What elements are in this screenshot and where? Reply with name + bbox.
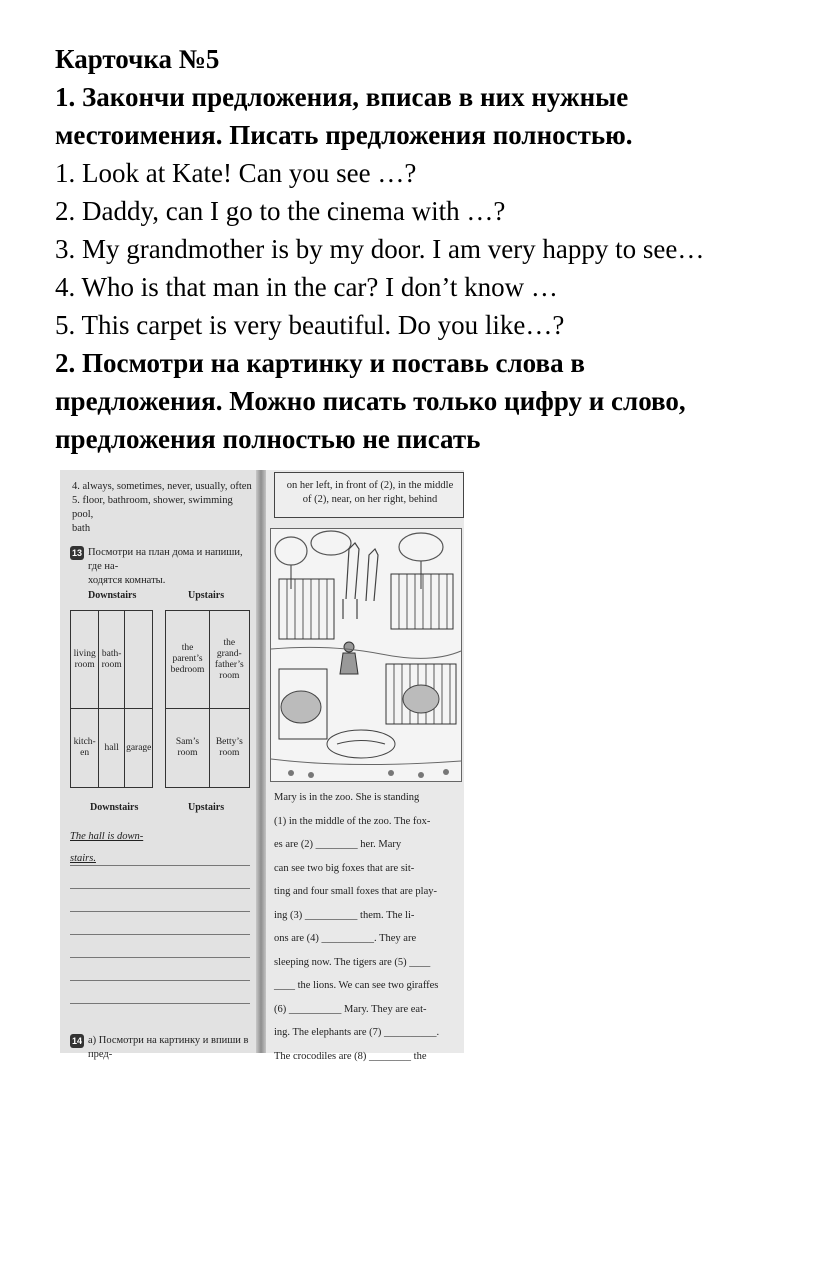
story-line: (1) in the middle of the zoo. The fox- — [274, 815, 431, 827]
zoo-illustration — [270, 528, 462, 782]
sentence-5: 5. This carpet is very beautiful. Do you like…? — [55, 310, 565, 340]
room-bettys-room: Betty’s room — [209, 709, 249, 788]
answer-line — [70, 1003, 250, 1004]
plan-header-downstairs: Downstairs — [88, 590, 137, 601]
worksheet-text — [55, 40, 834, 458]
phrase-line: of (2), near, on her right, behind — [302, 494, 438, 505]
plan-header-upstairs: Upstairs — [188, 590, 225, 601]
sentence-4: 4. Who is that man in the car? I don’t know … — [55, 272, 558, 302]
story-line: can see two big foxes that are sit- — [274, 862, 415, 874]
story-line: ____ the lions. We can see two giraffes — [274, 980, 439, 991]
story-line: sleeping now. The tigers are (5) ____ — [274, 956, 431, 968]
story-line: ing. The elephants are (7) __________. — [274, 1027, 440, 1038]
exercise-14-instruction: а) Посмотри на картинку и впиши в пред- — [88, 1035, 249, 1060]
answer-line — [70, 888, 250, 889]
task2-heading-line2: предложения. Можно писать только цифру и слово, — [55, 386, 686, 416]
story-line: ing (3) __________ them. The li- — [274, 909, 415, 921]
sentence-3: 3. My grandmother is by my door. I am very happy to see… — [55, 234, 705, 264]
textbook-left-page — [60, 470, 256, 1060]
task1-heading-line1: 1. Закончи предложения, вписав в них нужные — [55, 82, 629, 112]
story-line: The crocodiles are (8) ________ the — [274, 1050, 427, 1062]
room-garage: garage — [125, 709, 153, 788]
answer-line — [70, 980, 250, 981]
answer-example-line: The hall is down- — [70, 831, 144, 842]
instruction-line: Посмотри на план дома и напиши, где на- — [88, 547, 243, 572]
word-list-line: 4. always, sometimes, never, usually, often — [72, 481, 252, 492]
room-living-room: living room — [71, 611, 99, 709]
answer-example-line: stairs. — [70, 853, 96, 864]
room-kitchen: kitch-en — [71, 709, 99, 788]
answer-example — [70, 826, 160, 870]
phrase-line: on her left, in front of (2), in the middle — [286, 480, 454, 491]
room-hall: hall — [99, 709, 125, 788]
sentence-1: 1. Look at Kate! Can you see …? — [55, 158, 417, 188]
answers-header-upstairs: Upstairs — [188, 802, 225, 813]
task1-heading-line2: местоимения. Писать предложения полностью. — [55, 120, 633, 150]
word-list-line: bath — [72, 523, 91, 534]
word-list — [72, 480, 252, 536]
exercise-13-badge: 13 — [71, 548, 82, 558]
story-line: (6) __________ Mary. They are eat- — [274, 1003, 427, 1015]
sentence-2: 2. Daddy, can I go to the cinema with …? — [55, 196, 506, 226]
room-sams-room: Sam’s room — [166, 709, 209, 788]
task2-heading-line3: предложения полностью не писать — [55, 424, 481, 454]
house-plan-table — [70, 610, 250, 788]
room-grandfathers-room: the grand-father’s room — [209, 611, 249, 709]
textbook-scan — [60, 470, 464, 1062]
room-bathroom: bath-room — [99, 611, 125, 709]
answer-line — [70, 934, 250, 935]
exercise-14-badge: 14 — [71, 1036, 82, 1046]
card-title: Карточка №5 — [55, 44, 220, 74]
story-line: Mary is in the zoo. She is standing — [274, 792, 420, 803]
answer-line — [70, 957, 250, 958]
story-line: ons are (4) __________. They are — [274, 933, 417, 944]
phrase-box-text — [281, 479, 459, 507]
answer-line — [70, 865, 250, 866]
book-spine — [256, 470, 266, 1053]
word-list-line: 5. floor, bathroom, shower, swimming pool, — [72, 495, 233, 520]
exercise-13-instruction — [88, 546, 254, 588]
story-line: ting and four small foxes that are play- — [274, 886, 437, 897]
phrase-box — [274, 472, 464, 518]
instruction-line: ходятся комнаты. — [88, 575, 166, 586]
story-line: es are (2) ________ her. Mary — [274, 839, 402, 850]
zoo-drawing — [271, 529, 461, 781]
room-parents-bedroom: the parent’s bedroom — [166, 611, 209, 709]
task2-heading-line1: 2. Посмотри на картинку и поставь слова в — [55, 348, 585, 378]
textbook-right-page — [266, 470, 464, 1062]
answer-line — [70, 911, 250, 912]
answers-header-downstairs: Downstairs — [90, 802, 139, 813]
zoo-story — [274, 786, 460, 1068]
